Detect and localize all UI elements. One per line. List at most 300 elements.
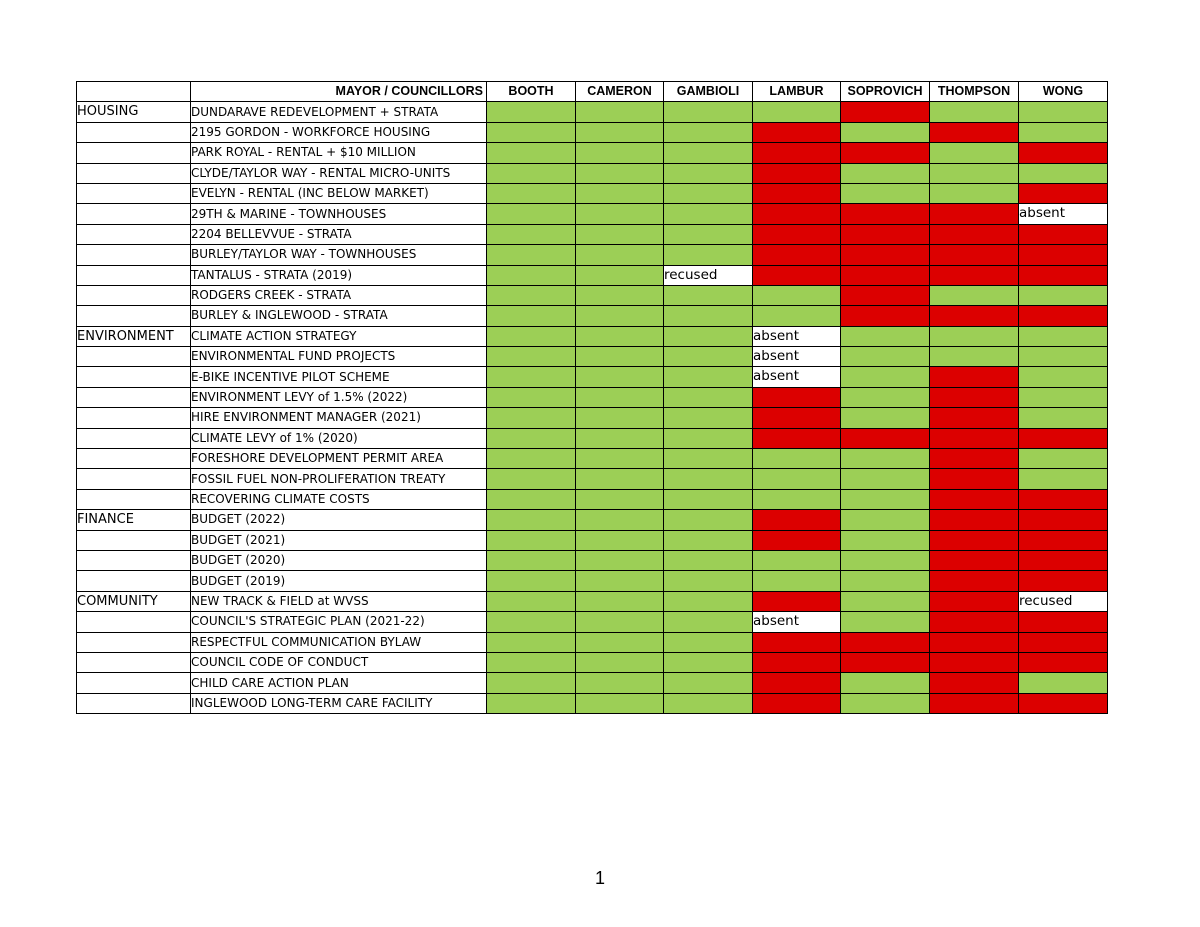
vote-cell-yes — [664, 306, 753, 326]
vote-cell-no — [930, 693, 1019, 713]
category-cell — [77, 632, 191, 652]
vote-cell-yes — [487, 163, 576, 183]
vote-cell-yes — [576, 347, 664, 367]
table-row — [77, 489, 1108, 509]
vote-cell-yes — [753, 550, 841, 570]
vote-cell-no — [930, 632, 1019, 652]
category-cell: COMMUNITY — [77, 591, 191, 611]
vote-cell-no — [753, 632, 841, 652]
vote-cell-yes — [841, 469, 930, 489]
vote-cell-yes — [930, 163, 1019, 183]
category-cell — [77, 367, 191, 387]
category-cell — [77, 163, 191, 183]
category-cell — [77, 347, 191, 367]
table-row — [77, 652, 1108, 672]
vote-cell-no — [753, 163, 841, 183]
vote-cell-yes — [1019, 347, 1108, 367]
vote-cell-yes — [487, 693, 576, 713]
item-cell: BURLEY & INGLEWOOD - STRATA — [191, 306, 487, 326]
vote-cell-yes — [1019, 469, 1108, 489]
vote-cell-yes — [487, 428, 576, 448]
vote-cell-yes — [1019, 387, 1108, 407]
vote-cell-yes — [487, 102, 576, 122]
vote-cell-yes — [576, 224, 664, 244]
vote-cell-yes — [487, 571, 576, 591]
header-councillor: SOPROVICH — [841, 82, 930, 102]
vote-cell-yes — [841, 387, 930, 407]
vote-cell-yes — [664, 387, 753, 407]
vote-cell-no — [1019, 265, 1108, 285]
vote-cell-yes — [753, 469, 841, 489]
vote-cell-yes — [576, 428, 664, 448]
vote-cell-yes — [576, 632, 664, 652]
table-row — [77, 571, 1108, 591]
vote-cell-no — [1019, 530, 1108, 550]
vote-cell-no — [1019, 571, 1108, 591]
vote-cell-yes — [664, 530, 753, 550]
vote-cell-no — [930, 367, 1019, 387]
vote-cell-no — [753, 143, 841, 163]
item-cell: BUDGET (2022) — [191, 510, 487, 530]
vote-cell-yes — [487, 285, 576, 305]
vote-cell-yes — [664, 510, 753, 530]
category-cell — [77, 408, 191, 428]
item-cell: E-BIKE INCENTIVE PILOT SCHEME — [191, 367, 487, 387]
vote-cell-no — [753, 673, 841, 693]
vote-cell-yes — [487, 367, 576, 387]
vote-cell-yes — [576, 693, 664, 713]
category-cell — [77, 224, 191, 244]
table-row — [77, 347, 1108, 367]
table-row — [77, 673, 1108, 693]
vote-cell-yes — [841, 550, 930, 570]
vote-cell-yes — [664, 449, 753, 469]
vote-cell-yes — [664, 122, 753, 142]
table-row — [77, 408, 1108, 428]
vote-cell-no — [753, 530, 841, 550]
vote-cell-yes — [753, 571, 841, 591]
item-cell: COUNCIL CODE OF CONDUCT — [191, 652, 487, 672]
vote-cell-yes — [487, 489, 576, 509]
vote-cell-yes — [841, 571, 930, 591]
vote-cell-yes — [753, 285, 841, 305]
table-row — [77, 428, 1108, 448]
table-row — [77, 510, 1108, 530]
table-row — [77, 122, 1108, 142]
item-cell: FOSSIL FUEL NON-PROLIFERATION TREATY — [191, 469, 487, 489]
header-councillor: CAMERON — [576, 82, 664, 102]
vote-cell-yes — [664, 163, 753, 183]
vote-cell-yes — [487, 245, 576, 265]
vote-cell-no — [930, 489, 1019, 509]
vote-cell-yes — [664, 285, 753, 305]
vote-cell-yes — [576, 449, 664, 469]
vote-cell-no — [753, 652, 841, 672]
category-cell — [77, 306, 191, 326]
vote-cell-no — [753, 693, 841, 713]
category-cell — [77, 612, 191, 632]
category-cell: HOUSING — [77, 102, 191, 122]
vote-cell-yes — [1019, 163, 1108, 183]
category-cell — [77, 693, 191, 713]
vote-cell-yes — [664, 591, 753, 611]
vote-cell-no — [930, 571, 1019, 591]
item-cell: FORESHORE DEVELOPMENT PERMIT AREA — [191, 449, 487, 469]
vote-cell-yes — [664, 347, 753, 367]
vote-cell-yes — [1019, 367, 1108, 387]
vote-cell-absent: absent — [753, 347, 841, 367]
category-cell — [77, 571, 191, 591]
vote-cell-no — [930, 673, 1019, 693]
vote-cell-yes — [841, 347, 930, 367]
category-cell — [77, 143, 191, 163]
vote-cell-yes — [1019, 326, 1108, 346]
vote-grid-table — [76, 81, 1108, 714]
vote-cell-yes — [664, 469, 753, 489]
vote-cell-yes — [664, 612, 753, 632]
vote-cell-yes — [930, 347, 1019, 367]
vote-cell-yes — [576, 183, 664, 203]
vote-cell-no — [930, 204, 1019, 224]
vote-cell-yes — [753, 489, 841, 509]
category-cell — [77, 285, 191, 305]
vote-cell-yes — [664, 143, 753, 163]
table-row — [77, 102, 1108, 122]
vote-cell-yes — [487, 265, 576, 285]
vote-cell-no — [930, 449, 1019, 469]
item-cell: DUNDARAVE REDEVELOPMENT + STRATA — [191, 102, 487, 122]
table-row — [77, 183, 1108, 203]
category-cell — [77, 530, 191, 550]
vote-cell-yes — [664, 693, 753, 713]
header-row — [77, 82, 1108, 102]
vote-cell-no — [1019, 183, 1108, 203]
vote-cell-yes — [576, 306, 664, 326]
item-cell: ENVIRONMENT LEVY of 1.5% (2022) — [191, 387, 487, 407]
vote-cell-yes — [664, 550, 753, 570]
vote-cell-yes — [841, 367, 930, 387]
vote-cell-yes — [576, 469, 664, 489]
vote-cell-no — [930, 387, 1019, 407]
vote-cell-yes — [576, 163, 664, 183]
vote-cell-no — [841, 245, 930, 265]
item-cell: RECOVERING CLIMATE COSTS — [191, 489, 487, 509]
header-councillor: THOMPSON — [930, 82, 1019, 102]
vote-cell-no — [753, 408, 841, 428]
vote-cell-yes — [487, 612, 576, 632]
item-cell: BUDGET (2020) — [191, 550, 487, 570]
category-cell — [77, 489, 191, 509]
vote-cell-no — [753, 204, 841, 224]
vote-cell-yes — [487, 530, 576, 550]
header-councillor: BOOTH — [487, 82, 576, 102]
header-councillor: GAMBIOLI — [664, 82, 753, 102]
table-row — [77, 469, 1108, 489]
vote-cell-yes — [753, 306, 841, 326]
vote-cell-no — [753, 387, 841, 407]
table-row — [77, 285, 1108, 305]
vote-cell-yes — [576, 367, 664, 387]
table-row — [77, 387, 1108, 407]
category-cell — [77, 245, 191, 265]
vote-cell-no — [753, 224, 841, 244]
vote-cell-yes — [1019, 673, 1108, 693]
vote-cell-no — [930, 224, 1019, 244]
vote-cell-yes — [841, 612, 930, 632]
vote-cell-no — [930, 306, 1019, 326]
vote-cell-no — [841, 285, 930, 305]
vote-cell-yes — [930, 285, 1019, 305]
item-cell: NEW TRACK & FIELD at WVSS — [191, 591, 487, 611]
vote-cell-no — [1019, 143, 1108, 163]
vote-cell-no — [753, 122, 841, 142]
item-cell: RODGERS CREEK - STRATA — [191, 285, 487, 305]
vote-cell-yes — [576, 550, 664, 570]
vote-cell-yes — [664, 673, 753, 693]
table-row — [77, 449, 1108, 469]
vote-cell-yes — [1019, 102, 1108, 122]
vote-cell-absent: absent — [1019, 204, 1108, 224]
table-row — [77, 143, 1108, 163]
vote-cell-no — [841, 204, 930, 224]
vote-cell-no — [841, 143, 930, 163]
vote-cell-yes — [664, 204, 753, 224]
vote-cell-yes — [1019, 122, 1108, 142]
page-number: 1 — [594, 868, 605, 888]
vote-cell-yes — [841, 510, 930, 530]
item-cell: CLIMATE LEVY of 1% (2020) — [191, 428, 487, 448]
vote-cell-yes — [841, 163, 930, 183]
item-cell: RESPECTFUL COMMUNICATION BYLAW — [191, 632, 487, 652]
vote-cell-yes — [664, 571, 753, 591]
vote-cell-yes — [487, 652, 576, 672]
vote-cell-yes — [576, 612, 664, 632]
category-cell — [77, 183, 191, 203]
vote-cell-yes — [841, 449, 930, 469]
vote-cell-no — [753, 245, 841, 265]
vote-cell-yes — [487, 224, 576, 244]
category-cell — [77, 652, 191, 672]
category-cell — [77, 265, 191, 285]
vote-cell-no — [753, 428, 841, 448]
vote-cell-yes — [841, 673, 930, 693]
table-row — [77, 265, 1108, 285]
vote-cell-no — [1019, 489, 1108, 509]
vote-cell-no — [930, 469, 1019, 489]
vote-cell-yes — [487, 347, 576, 367]
item-cell: COUNCIL'S STRATEGIC PLAN (2021-22) — [191, 612, 487, 632]
vote-cell-yes — [576, 265, 664, 285]
vote-table-body — [77, 102, 1108, 714]
vote-cell-yes — [576, 673, 664, 693]
vote-cell-no — [1019, 510, 1108, 530]
item-cell: TANTALUS - STRATA (2019) — [191, 265, 487, 285]
item-cell: PARK ROYAL - RENTAL + $10 MILLION — [191, 143, 487, 163]
vote-cell-no — [753, 183, 841, 203]
vote-cell-yes — [487, 510, 576, 530]
table-row — [77, 224, 1108, 244]
vote-cell-no — [841, 265, 930, 285]
vote-cell-yes — [576, 591, 664, 611]
vote-cell-yes — [576, 571, 664, 591]
item-cell: CLIMATE ACTION STRATEGY — [191, 326, 487, 346]
vote-cell-no — [930, 550, 1019, 570]
category-cell — [77, 387, 191, 407]
vote-cell-yes — [664, 326, 753, 346]
vote-cell-no — [841, 102, 930, 122]
vote-cell-yes — [1019, 449, 1108, 469]
table-row — [77, 326, 1108, 346]
vote-cell-yes — [664, 632, 753, 652]
vote-cell-yes — [753, 102, 841, 122]
vote-cell-absent: absent — [753, 326, 841, 346]
item-cell: BURLEY/TAYLOR WAY - TOWNHOUSES — [191, 245, 487, 265]
vote-cell-no — [1019, 245, 1108, 265]
item-cell: 2195 GORDON - WORKFORCE HOUSING — [191, 122, 487, 142]
vote-cell-yes — [576, 285, 664, 305]
table-row — [77, 550, 1108, 570]
vote-cell-no — [930, 408, 1019, 428]
vote-cell-no — [753, 510, 841, 530]
vote-cell-yes — [487, 143, 576, 163]
table-row — [77, 245, 1108, 265]
vote-cell-yes — [576, 387, 664, 407]
category-cell — [77, 449, 191, 469]
vote-cell-yes — [841, 326, 930, 346]
vote-cell-no — [930, 612, 1019, 632]
vote-cell-recused: recused — [1019, 591, 1108, 611]
category-cell — [77, 469, 191, 489]
vote-cell-no — [753, 265, 841, 285]
vote-cell-yes — [576, 510, 664, 530]
vote-cell-yes — [487, 632, 576, 652]
vote-cell-yes — [576, 245, 664, 265]
item-cell: CHILD CARE ACTION PLAN — [191, 673, 487, 693]
vote-cell-no — [841, 306, 930, 326]
vote-cell-yes — [576, 326, 664, 346]
vote-cell-no — [1019, 428, 1108, 448]
header-label: MAYOR / COUNCILLORS — [191, 82, 487, 102]
vote-cell-yes — [487, 449, 576, 469]
vote-cell-yes — [487, 326, 576, 346]
vote-cell-yes — [487, 204, 576, 224]
vote-cell-no — [930, 530, 1019, 550]
item-cell: BUDGET (2019) — [191, 571, 487, 591]
vote-cell-yes — [841, 122, 930, 142]
vote-cell-yes — [841, 489, 930, 509]
vote-cell-no — [753, 591, 841, 611]
vote-cell-yes — [576, 102, 664, 122]
vote-cell-yes — [576, 530, 664, 550]
vote-cell-no — [1019, 550, 1108, 570]
vote-cell-yes — [664, 183, 753, 203]
vote-cell-yes — [487, 183, 576, 203]
vote-cell-no — [1019, 306, 1108, 326]
table-row — [77, 530, 1108, 550]
table-row — [77, 306, 1108, 326]
item-cell: ENVIRONMENTAL FUND PROJECTS — [191, 347, 487, 367]
vote-cell-yes — [664, 408, 753, 428]
vote-cell-yes — [841, 530, 930, 550]
vote-cell-yes — [930, 326, 1019, 346]
vote-cell-yes — [664, 245, 753, 265]
table-row — [77, 632, 1108, 652]
vote-cell-yes — [841, 591, 930, 611]
vote-cell-yes — [487, 408, 576, 428]
table-row — [77, 693, 1108, 713]
vote-cell-yes — [1019, 408, 1108, 428]
category-cell — [77, 122, 191, 142]
vote-cell-yes — [664, 489, 753, 509]
vote-cell-yes — [664, 367, 753, 387]
vote-cell-yes — [930, 102, 1019, 122]
item-cell: HIRE ENVIRONMENT MANAGER (2021) — [191, 408, 487, 428]
category-cell — [77, 550, 191, 570]
vote-cell-yes — [487, 591, 576, 611]
table-row — [77, 204, 1108, 224]
vote-cell-yes — [576, 408, 664, 428]
header-blank-cell — [77, 82, 191, 102]
vote-cell-no — [930, 652, 1019, 672]
vote-cell-no — [1019, 224, 1108, 244]
category-cell: FINANCE — [77, 510, 191, 530]
vote-cell-no — [841, 652, 930, 672]
vote-cell-yes — [487, 306, 576, 326]
header-councillor: WONG — [1019, 82, 1108, 102]
vote-cell-yes — [841, 693, 930, 713]
header-councillor: LAMBUR — [753, 82, 841, 102]
vote-cell-no — [930, 510, 1019, 530]
vote-cell-yes — [930, 183, 1019, 203]
vote-cell-yes — [664, 102, 753, 122]
vote-cell-no — [1019, 612, 1108, 632]
vote-cell-no — [930, 122, 1019, 142]
vote-cell-yes — [487, 122, 576, 142]
item-cell: EVELYN - RENTAL (INC BELOW MARKET) — [191, 183, 487, 203]
category-cell — [77, 204, 191, 224]
vote-cell-no — [841, 428, 930, 448]
vote-cell-recused: recused — [664, 265, 753, 285]
vote-cell-no — [930, 265, 1019, 285]
vote-cell-no — [841, 224, 930, 244]
vote-cell-yes — [487, 469, 576, 489]
vote-cell-no — [841, 632, 930, 652]
vote-cell-yes — [487, 673, 576, 693]
vote-cell-absent: absent — [753, 612, 841, 632]
vote-cell-yes — [664, 652, 753, 672]
vote-cell-yes — [576, 489, 664, 509]
vote-cell-yes — [576, 122, 664, 142]
item-cell: 29TH & MARINE - TOWNHOUSES — [191, 204, 487, 224]
category-cell — [77, 428, 191, 448]
vote-cell-yes — [664, 224, 753, 244]
table-row — [77, 367, 1108, 387]
vote-cell-yes — [753, 449, 841, 469]
vote-cell-yes — [576, 143, 664, 163]
vote-cell-yes — [576, 652, 664, 672]
vote-cell-yes — [664, 428, 753, 448]
vote-cell-yes — [487, 387, 576, 407]
item-cell: INGLEWOOD LONG-TERM CARE FACILITY — [191, 693, 487, 713]
vote-cell-yes — [576, 204, 664, 224]
vote-cell-no — [1019, 632, 1108, 652]
vote-cell-no — [1019, 652, 1108, 672]
vote-cell-yes — [930, 143, 1019, 163]
item-cell: CLYDE/TAYLOR WAY - RENTAL MICRO-UNITS — [191, 163, 487, 183]
item-cell: BUDGET (2021) — [191, 530, 487, 550]
vote-cell-no — [930, 591, 1019, 611]
vote-cell-yes — [841, 183, 930, 203]
